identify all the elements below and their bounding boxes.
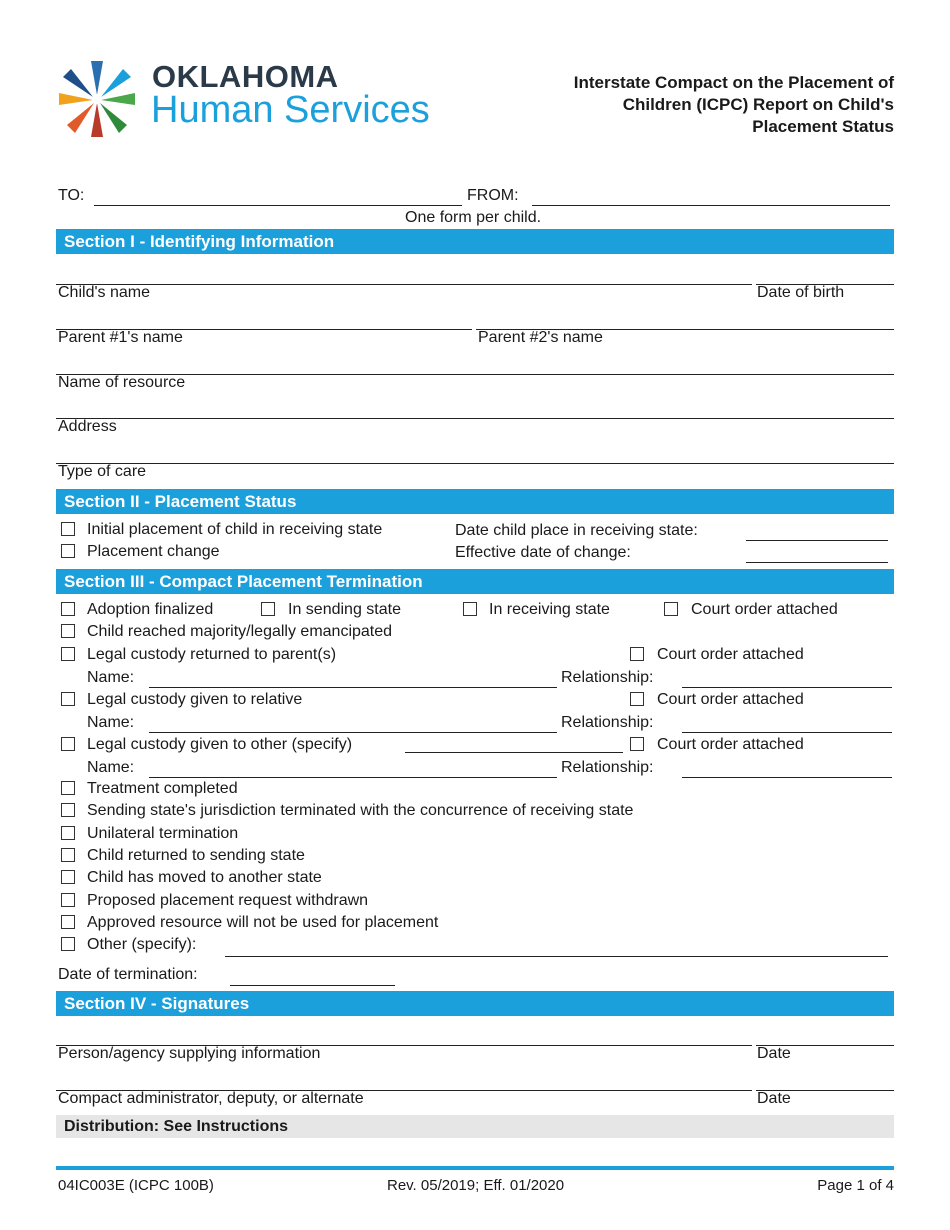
- placement-change-checkbox[interactable]: [61, 544, 75, 558]
- address-field[interactable]: [56, 418, 894, 419]
- resource-not-used-label: Approved resource will not be used for placement: [87, 914, 439, 931]
- brand-name-human-services: Human Services: [151, 89, 430, 131]
- section-4-title: Section IV - Signatures: [64, 994, 250, 1013]
- section-3-header: [56, 569, 894, 594]
- adoption-finalized-checkbox[interactable]: [61, 602, 75, 616]
- date-of-birth-label: Date of birth: [757, 284, 845, 301]
- request-withdrawn-label: Proposed placement request withdrawn: [87, 892, 369, 909]
- in-sending-state-checkbox[interactable]: [261, 602, 275, 616]
- custody-relative-name-label: Name:: [87, 714, 135, 731]
- section-1-title: Section I - Identifying Information: [64, 232, 335, 251]
- custody-relative-name-field[interactable]: [149, 732, 557, 733]
- initial-placement-checkbox[interactable]: [61, 522, 75, 536]
- majority-label: Child reached majority/legally emancipated: [87, 623, 393, 640]
- distribution-label: Distribution: See Instructions: [64, 1118, 289, 1135]
- custody-relative-checkbox[interactable]: [61, 692, 75, 706]
- date-of-termination-field[interactable]: [230, 985, 395, 986]
- in-receiving-state-checkbox[interactable]: [463, 602, 477, 616]
- section-3-title: Section III - Compact Placement Termination: [64, 572, 423, 591]
- resource-name-label: Name of resource: [58, 374, 186, 391]
- custody-parents-checkbox[interactable]: [61, 647, 75, 661]
- date-of-termination-label: Date of termination:: [58, 966, 198, 983]
- childs-name-field[interactable]: [56, 284, 752, 285]
- in-sending-state-label: In sending state: [288, 601, 401, 618]
- custody-other-relationship-label: Relationship:: [561, 759, 654, 776]
- form-title-line-2: Children (ICPC) Report on Child's: [622, 95, 894, 114]
- unilateral-termination-checkbox[interactable]: [61, 826, 75, 840]
- form-title: [494, 72, 894, 138]
- custody-parents-relationship-field[interactable]: [682, 687, 892, 688]
- one-form-note: One form per child.: [405, 209, 542, 226]
- custody-relative-label: Legal custody given to relative: [87, 691, 303, 708]
- person-agency-label: Person/agency supplying information: [58, 1045, 321, 1062]
- parent1-name-label: Parent #1's name: [58, 329, 183, 346]
- adoption-court-order-label: Court order attached: [691, 601, 838, 618]
- majority-checkbox[interactable]: [61, 624, 75, 638]
- custody-other-court-order-checkbox[interactable]: [630, 737, 644, 751]
- footer-form-number: 04IC003E (ICPC 100B): [58, 1177, 214, 1194]
- type-of-care-field[interactable]: [56, 463, 894, 464]
- custody-relative-relationship-label: Relationship:: [561, 714, 654, 731]
- custody-other-court-order-label: Court order attached: [657, 736, 804, 753]
- type-of-care-label: Type of care: [58, 463, 147, 480]
- custody-parents-court-order-label: Court order attached: [657, 646, 804, 663]
- compact-admin-label: Compact administrator, deputy, or alternate: [58, 1090, 364, 1107]
- placement-change-label: Placement change: [87, 543, 220, 560]
- moved-another-state-label: Child has moved to another state: [87, 869, 322, 886]
- moved-another-state-checkbox[interactable]: [61, 870, 75, 884]
- custody-parents-label: Legal custody returned to parent(s): [87, 646, 337, 663]
- custody-other-name-field[interactable]: [149, 777, 557, 778]
- custody-parents-name-label: Name:: [87, 669, 135, 686]
- custody-parents-court-order-checkbox[interactable]: [630, 647, 644, 661]
- to-field[interactable]: [94, 205, 462, 206]
- effective-date-field[interactable]: [746, 562, 888, 563]
- returned-sending-label: Child returned to sending state: [87, 847, 305, 864]
- person-agency-date-label: Date: [757, 1045, 791, 1062]
- custody-other-specify-field[interactable]: [405, 752, 623, 753]
- custody-other-name-label: Name:: [87, 759, 135, 776]
- returned-sending-checkbox[interactable]: [61, 848, 75, 862]
- other-specify-label: Other (specify):: [87, 936, 197, 953]
- section-4-header: [56, 991, 894, 1016]
- other-specify-checkbox[interactable]: [61, 937, 75, 951]
- resource-not-used-checkbox[interactable]: [61, 915, 75, 929]
- effective-date-label: Effective date of change:: [455, 544, 631, 561]
- footer-page-number: Page 1 of 4: [817, 1177, 894, 1194]
- custody-other-checkbox[interactable]: [61, 737, 75, 751]
- adoption-finalized-label: Adoption finalized: [87, 601, 214, 618]
- initial-placement-label: Initial placement of child in receiving state: [87, 521, 383, 538]
- parent2-name-label: Parent #2's name: [478, 329, 603, 346]
- to-label: TO:: [58, 187, 85, 204]
- custody-relative-court-order-label: Court order attached: [657, 691, 804, 708]
- in-receiving-state-label: In receiving state: [489, 601, 610, 618]
- custody-relative-court-order-checkbox[interactable]: [630, 692, 644, 706]
- custody-relative-relationship-field[interactable]: [682, 732, 892, 733]
- jurisdiction-terminated-label: Sending state's jurisdiction terminated with the concurrence of receiving state: [87, 802, 634, 819]
- other-specify-field[interactable]: [225, 956, 888, 957]
- section-1-header: [56, 229, 894, 254]
- custody-other-relationship-field[interactable]: [682, 777, 892, 778]
- section-2-header: [56, 489, 894, 514]
- form-title-line-3: Placement Status: [752, 117, 894, 136]
- treatment-completed-label: Treatment completed: [87, 780, 238, 797]
- logo-icon: [55, 57, 139, 141]
- distribution-bar: [56, 1115, 894, 1138]
- custody-parents-relationship-label: Relationship:: [561, 669, 654, 686]
- jurisdiction-terminated-checkbox[interactable]: [61, 803, 75, 817]
- request-withdrawn-checkbox[interactable]: [61, 893, 75, 907]
- childs-name-label: Child's name: [58, 284, 150, 301]
- custody-parents-name-field[interactable]: [149, 687, 557, 688]
- address-label: Address: [58, 418, 117, 435]
- adoption-court-order-checkbox[interactable]: [664, 602, 678, 616]
- footer-rule: [56, 1166, 894, 1170]
- from-field[interactable]: [532, 205, 890, 206]
- section-2-title: Section II - Placement Status: [64, 492, 297, 511]
- date-placed-label: Date child place in receiving state:: [455, 522, 698, 539]
- footer-revision: Rev. 05/2019; Eff. 01/2020: [387, 1177, 565, 1194]
- brand-name-oklahoma: OKLAHOMA: [152, 59, 339, 94]
- compact-admin-date-label: Date: [757, 1090, 791, 1107]
- unilateral-termination-label: Unilateral termination: [87, 825, 239, 842]
- date-placed-field[interactable]: [746, 540, 888, 541]
- custody-other-label: Legal custody given to other (specify): [87, 736, 353, 753]
- form-title-line-1: Interstate Compact on the Placement of: [573, 73, 894, 92]
- from-label: FROM:: [467, 187, 519, 204]
- treatment-completed-checkbox[interactable]: [61, 781, 75, 795]
